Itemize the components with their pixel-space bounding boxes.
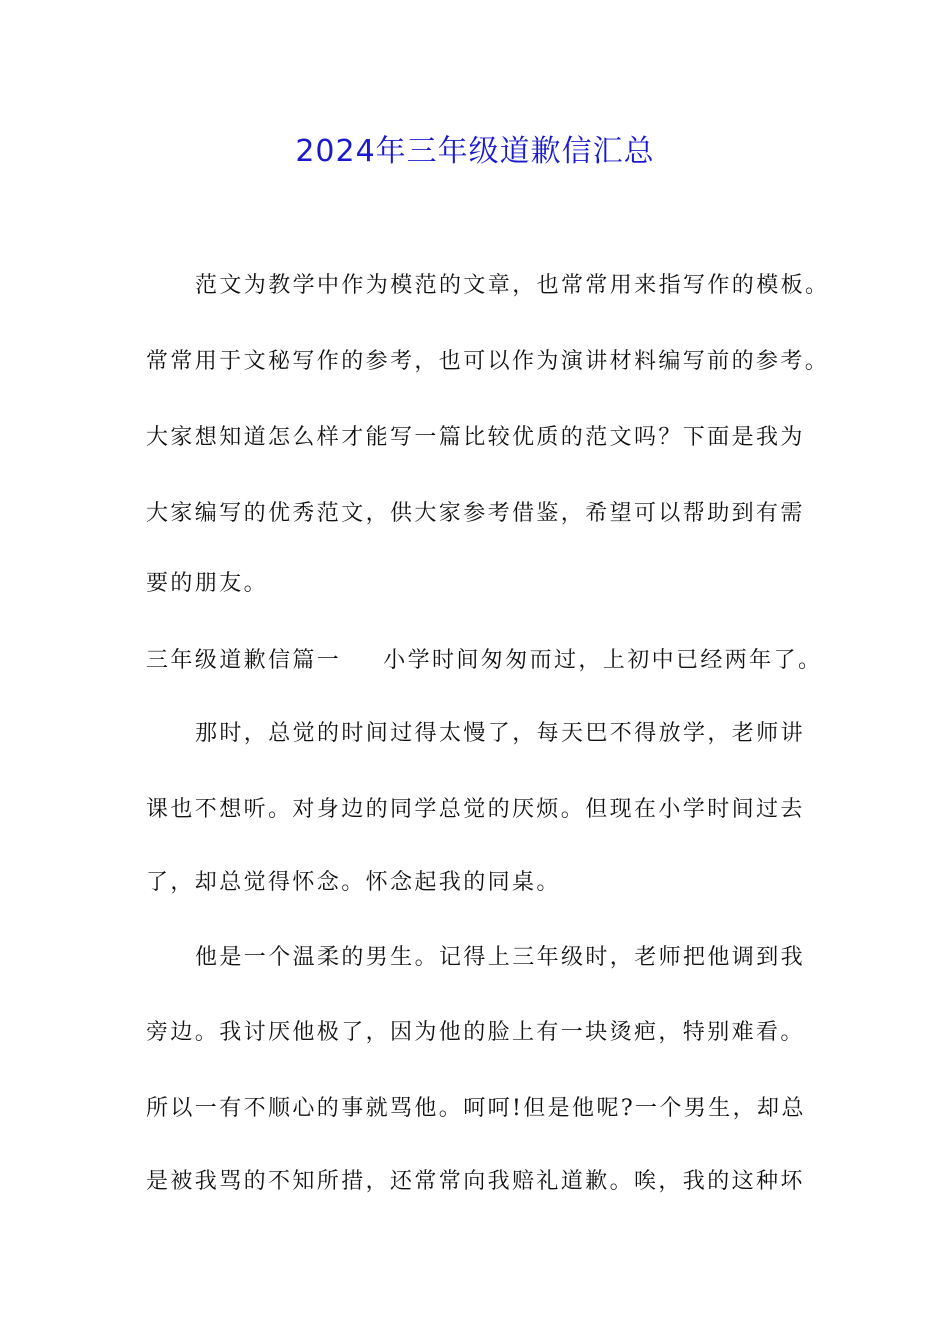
para2-line-3: 所以一有不顺心的事就骂他。呵呵!但是他呢?一个男生，却总 [146, 1096, 806, 1121]
section-heading-line [146, 646, 846, 676]
intro-line-4: 大家编写的优秀范文，供大家参考借鉴，希望可以帮助到有需 [146, 501, 805, 526]
para1-line-3: 了，却总觉得怀念。怀念起我的同桌。 [146, 870, 561, 895]
intro-line-1: 范文为教学中作为模范的文章，也常常用来指写作的模板。 [195, 273, 830, 298]
intro-line-3: 大家想知道怎么样才能写一篇比较优质的范文吗？下面是我为 [146, 425, 805, 450]
para2-line-4: 是被我骂的不知所措，还常常向我赔礼道歉。唉，我的这种坏 [146, 1169, 805, 1194]
para2-line-2: 旁边。我讨厌他极了，因为他的脸上有一块烫疤，特别难看。 [146, 1020, 805, 1045]
intro-line-5: 要的朋友。 [146, 571, 269, 596]
section-first-sentence: 小学时间匆匆而过，上初中已经两年了。 [383, 648, 823, 673]
para1-line-2: 课也不想听。对身边的同学总觉的厌烦。但现在小学时间过去 [146, 797, 805, 822]
section-heading: 三年级道歉信篇一 [146, 648, 342, 673]
para2-line-1: 他是一个温柔的男生。记得上三年级时，老师把他调到我 [195, 945, 806, 970]
intro-line-2: 常常用于文秘写作的参考，也可以作为演讲材料编写前的参考。 [146, 349, 830, 374]
document-title: 2024年三年级道歉信汇总 [295, 134, 655, 169]
para1-line-1: 那时，总觉的时间过得太慢了，每天巴不得放学，老师讲 [195, 721, 806, 746]
